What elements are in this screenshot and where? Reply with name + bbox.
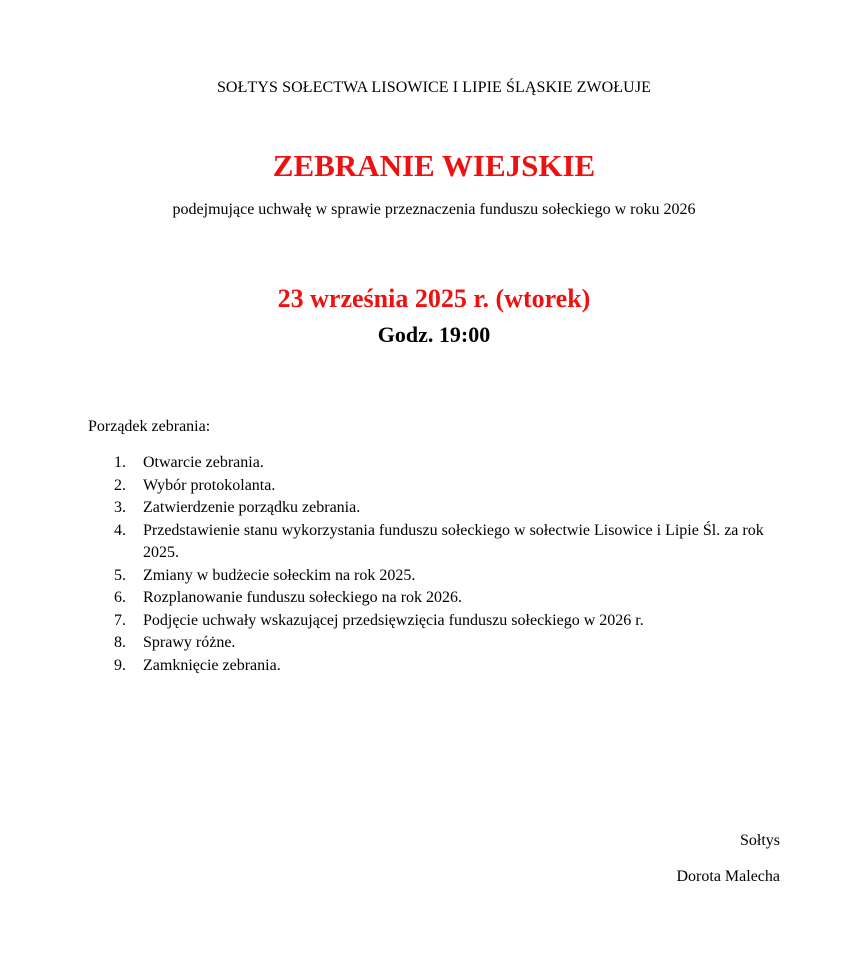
- agenda-item-number: 1.: [114, 454, 126, 471]
- agenda-item-number: 5.: [114, 566, 126, 584]
- agenda-list: [0, 452, 868, 677]
- agenda-item: [0, 452, 868, 475]
- agenda-item-text: Przedstawienie stanu wykorzystania funduszu sołeckiego w sołectwie Lisowice i Lipie Śl. za rok 2025.: [143, 521, 764, 561]
- meeting-subtitle: podejmujące uchwałę w sprawie przeznaczenia funduszu sołeckiego w roku 2026: [172, 201, 696, 218]
- agenda-item-text: Rozplanowanie funduszu sołeckiego na rok 2026.: [143, 589, 463, 606]
- agenda-item-number: 3.: [114, 499, 126, 516]
- agenda-item: [0, 565, 868, 588]
- agenda-item: [0, 475, 868, 498]
- agenda-item-number: 2.: [114, 476, 126, 494]
- agenda-item: [0, 655, 868, 678]
- agenda-item: [0, 610, 868, 633]
- agenda-item-number: 9.: [114, 656, 126, 674]
- agenda-item: [0, 632, 868, 655]
- agenda-item: [0, 587, 868, 610]
- signature-name: Dorota Malecha: [676, 868, 780, 885]
- agenda-item-text: Zatwierdzenie porządku zebrania.: [143, 499, 361, 516]
- meeting-title: ZEBRANIE WIEJSKIE: [272, 148, 596, 183]
- agenda-item-number: 4.: [114, 521, 126, 539]
- agenda-item-number: 8.: [114, 634, 126, 651]
- convener-header: SOŁTYS SOŁECTWA LISOWICE I LIPIE ŚLĄSKIE ZWOŁUJE: [216, 79, 652, 96]
- agenda-heading: Porządek zebrania:: [88, 418, 211, 435]
- agenda-item-text: Zamknięcie zebrania.: [143, 656, 281, 674]
- signature-role: Sołtys: [739, 832, 780, 849]
- agenda-item: [0, 497, 868, 520]
- meeting-date: 23 września 2025 r. (wtorek): [277, 284, 591, 313]
- agenda-item-number: 7.: [114, 611, 126, 629]
- meeting-time: Godz. 19:00: [377, 322, 491, 347]
- agenda-item-number: 6.: [114, 589, 126, 606]
- agenda-item-text: Podjęcie uchwały wskazującej przedsięwzięcia funduszu sołeckiego w 2026 r.: [143, 611, 644, 629]
- agenda-item-text: Zmiany w budżecie sołeckim na rok 2025.: [143, 566, 416, 584]
- agenda-item: [0, 520, 868, 565]
- agenda-item-text: Sprawy różne.: [143, 634, 236, 651]
- agenda-item-text: Wybór protokolanta.: [143, 476, 276, 494]
- agenda-item-text: Otwarcie zebrania.: [143, 454, 264, 471]
